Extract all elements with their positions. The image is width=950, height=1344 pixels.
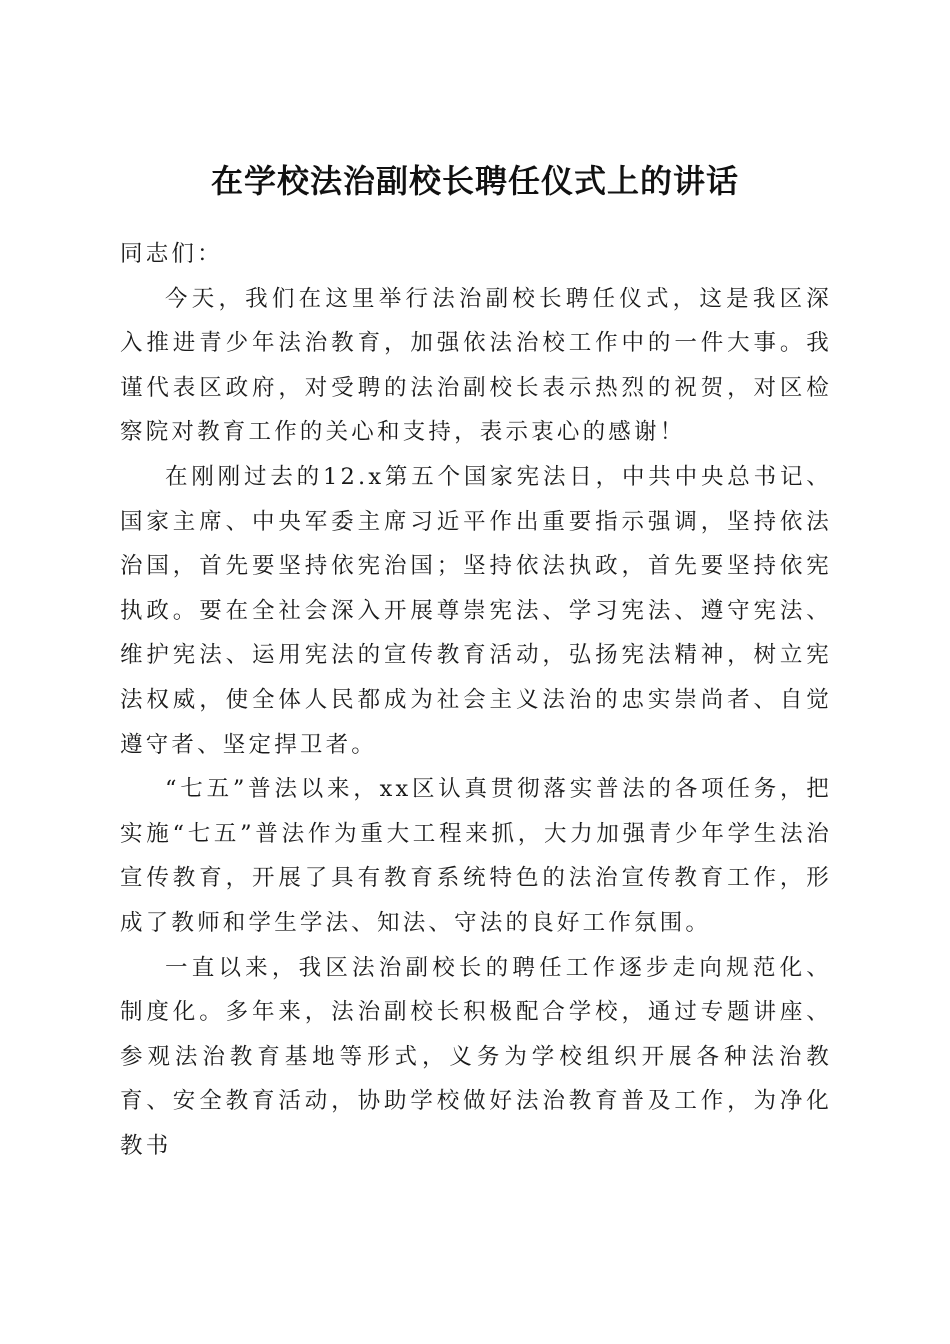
salutation: 同志们： <box>120 241 223 267</box>
paragraph-4: 一直以来，我区法治副校长的聘任工作逐步走向规范化、制度化。多年来，法治副校长积极配合学校，通过专题讲座、参观法治教育基地等形式，义务为学校组织开展各种法治教育、安全教育活动，协助学校做好法治教育普及工作，为净化教书 <box>120 954 832 1159</box>
document-title: 在学校法治副校长聘任仪式上的讲话 <box>210 162 739 201</box>
document-body <box>120 232 832 1168</box>
paragraph-2: 在刚刚过去的12.x第五个国家宪法日，中共中央总书记、国家主席、中央军委主席习近平作出重要指示强调，坚持依法治国，首先要坚持依宪治国；坚持依法执政，首先要坚持依宪执政。要在全社会深入开展尊崇宪法、学习宪法、遵守宪法、维护宪法、运用宪法的宣传教育活动，弘扬宪法精神，树立宪法权威，使全体人民都成为社会主义法治的忠实崇尚者、自觉遵守者、坚定捍卫者。 <box>120 463 832 758</box>
paragraph-3: “七五”普法以来，xx区认真贯彻落实普法的各项任务，把实施“七五”普法作为重大工程来抓，大力加强青少年学生法治宣传教育，开展了具有教育系统特色的法治宣传教育工作，形成了教师和学生学法、知法、守法的良好工作氛围。 <box>120 776 832 936</box>
paragraph-1: 今天，我们在这里举行法治副校长聘任仪式，这是我区深入推进青少年法治教育，加强依法治校工作中的一件大事。我谨代表区政府，对受聘的法治副校长表示热烈的祝贺，对区检察院对教育工作的关心和支持，表示衷心的感谢！ <box>120 285 832 446</box>
